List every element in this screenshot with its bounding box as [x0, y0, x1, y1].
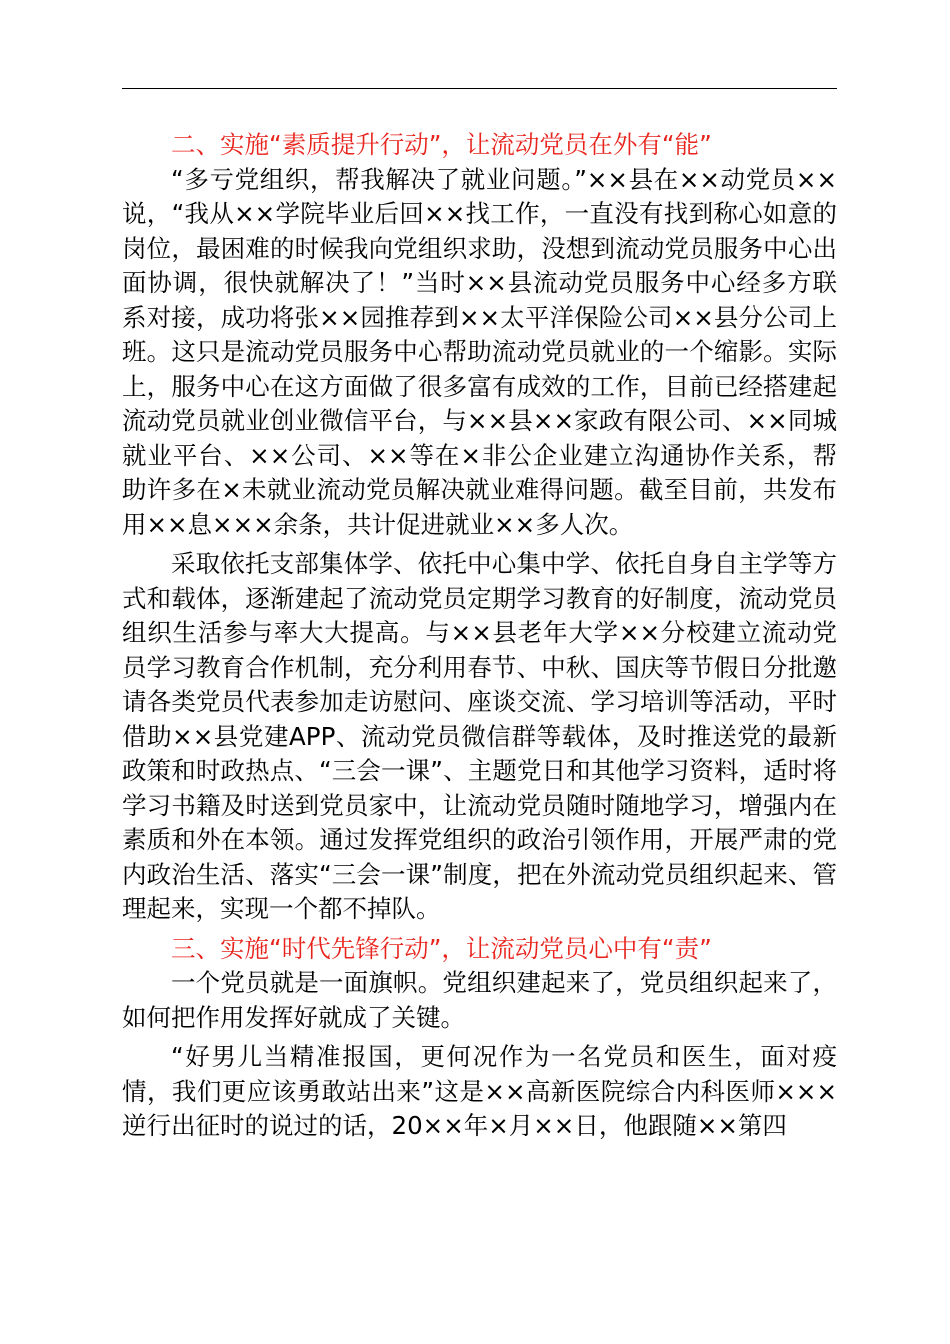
header-rule — [122, 88, 837, 89]
section-heading-3: 三、实施“时代先锋行动”，让流动党员心中有“责” — [171, 933, 712, 963]
paragraph-doctor-story: “好男儿当精准报国，更何况作为一名党员和医生，面对疫情，我们更应该勇敢站出来”这是××高新医院综合内科医师×××逆行出征时的说过的话，20××年×月××日，他跟随××第四 — [122, 1042, 837, 1140]
section-heading-2: 二、实施“素质提升行动”，让流动党员在外有“能” — [171, 130, 712, 159]
document-body — [122, 128, 837, 1149]
paragraph-party-flag: 一个党员就是一面旗帜。党组织建起来了，党员组织起来了，如何把作用发挥好就成了关键。 — [122, 968, 837, 1032]
paragraph-employment-story: “多亏党组织，帮我解决了就业问题。”××县在××动党员××说，“我从××学院毕业后回××找工作，一直没有找到称心如意的岗位，最困难的时候我向党组织求助，没想到流动党员服务中心出面协调，很快就解决了！”当时××县流动党员服务中心经多方联系对接，成功将张××园推荐到××太平洋保险公司××县分公司上班。这只是流动党员服务中心帮助流动党员就业的一个缩影。实际上，服务中心在这方面做了很多富有成效的工作，目前已经搭建起流动党员就业创业微信平台，与××县××家政有限公司、××同城就业平台、××公司、××等在×非公企业建立沟通协作关系，帮助许多在×未就业流动党员解决就业难得问题。截至目前，共发布用××息×××余条，共计促进就业××多人次。 — [122, 164, 837, 539]
paragraph-study-education: 采取依托支部集体学、依托中心集中学、依托自身自主学等方式和载体，逐渐建起了流动党员定期学习教育的好制度，流动党员组织生活参与率大大提高。与××县老年大学××分校建立流动党员学习教育合作机制，充分利用春节、中秋、国庆等节假日分批邀请各类党员代表参加走访慰问、座谈交流、学习培训等活动，平时借助××县党建APP、流动党员微信群等载体，及时推送党的最新政策和时政热点、“三会一课”、主题党日和其他学习资料，适时将学习书籍及时送到党员家中，让流动党员随时随地学习，增强内在素质和外在本领。通过发挥党组织的政治引领作用，开展严肃的党内政治生活、落实“三会一课”制度，把在外流动党员组织起来、管理起来，实现一个都不掉队。 — [122, 549, 837, 923]
